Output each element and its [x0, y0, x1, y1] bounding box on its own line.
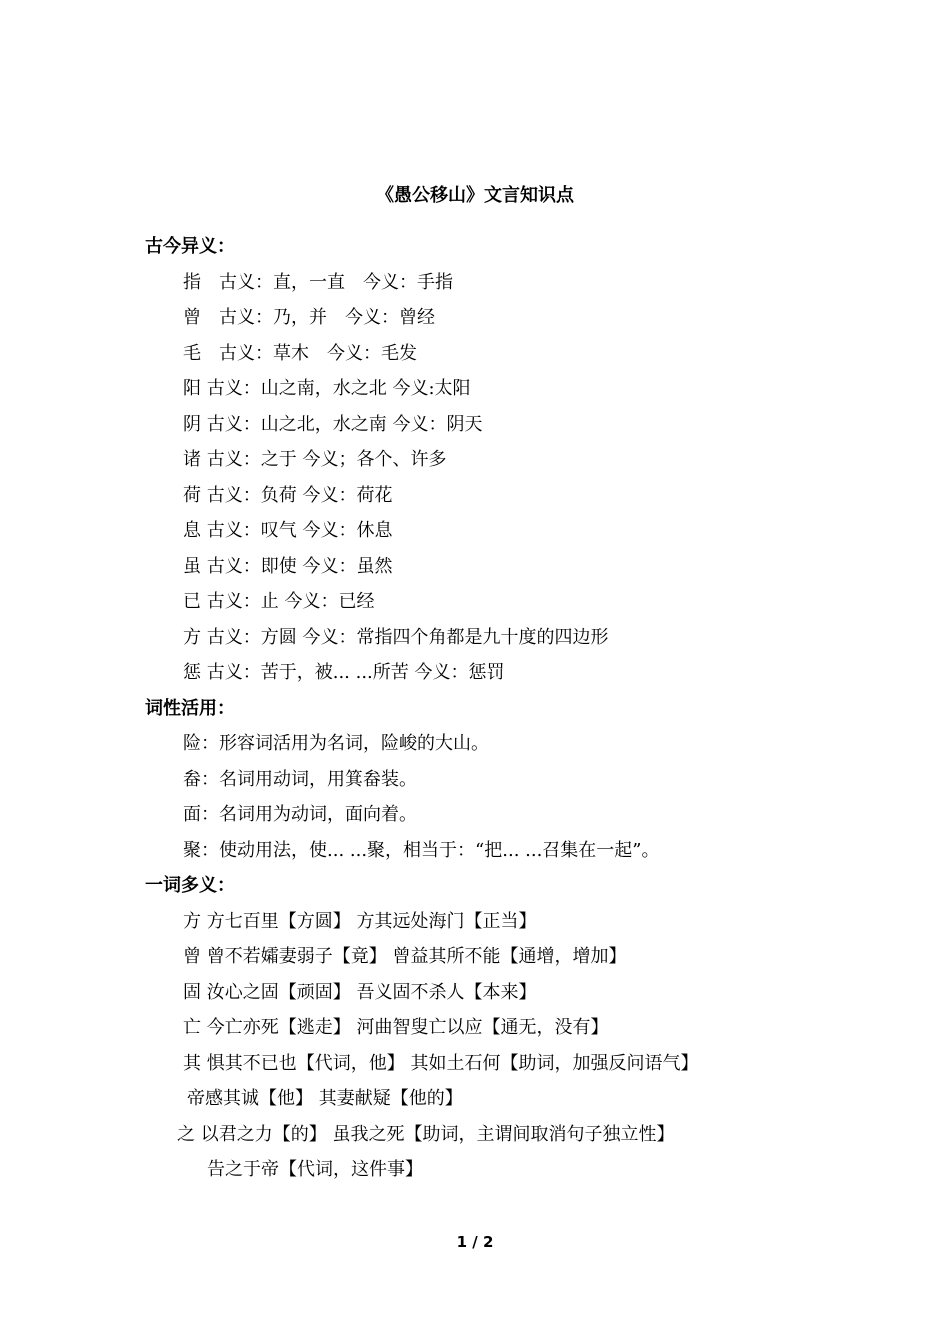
page-number: 1 / 2: [456, 1233, 494, 1251]
list-item: 面：名词用为动词，面向着。: [183, 804, 417, 825]
list-item: 已 古义：止 今义：已经: [183, 591, 375, 612]
document-body: [145, 229, 905, 1188]
list-item: 指 古义：直，一直 今义：手指: [183, 271, 453, 293]
list-item: 毛 古义：草木 今义：毛发: [183, 342, 417, 364]
list-item: 虽 古义：即使 今义：虽然: [183, 555, 393, 577]
list-item: 固 汝心之固【顽固】 吾义固不杀人【本来】: [183, 981, 537, 1003]
list-item: 息 古义：叹气 今义：休息: [183, 520, 393, 541]
list-item: 荷 古义：负荷 今义：荷花: [183, 484, 393, 506]
list-item: 畚：名词用动词，用箕畚装。: [183, 768, 417, 790]
list-item: 阳 古义：山之南，水之北 今义:太阳: [183, 378, 471, 399]
list-item: 方 古义：方圆 今义：常指四个角都是九十度的四边形: [183, 626, 609, 648]
list-item: 诸 古义：之于 今义；各个、许多: [183, 449, 447, 470]
list-item: 曾 曾不若孀妻弱子【竟】 曾益其所不能【通增，增加】: [183, 946, 627, 967]
list-item: 帝感其诚【他】 其妻献疑【他的】: [187, 1088, 463, 1109]
list-item: 其 惧其不已也【代词，他】 其如土石何【助词，加强反问语气】: [183, 1052, 699, 1074]
list-item: 方 方七百里【方圆】 方其远处海门【正当】: [183, 910, 537, 932]
list-item: 亡 今亡亦死【逃走】 河曲智叟亡以应【通无，没有】: [183, 1017, 609, 1038]
list-item: 告之于帝【代词，这件事】: [207, 1159, 423, 1180]
page-title: 《愚公移山》文言知识点: [376, 185, 574, 206]
list-item: 险：形容词活用为名词，险峻的大山。: [183, 733, 489, 754]
list-item: 惩 古义：苦于，被... ...所苦 今义：惩罚: [183, 662, 505, 683]
section-heading-yici: 一词多义：: [145, 875, 235, 896]
list-item: 曾 古义：乃，并 今义：曾经: [183, 307, 435, 328]
list-item: 聚：使动用法，使... ...聚，相当于：“把... ...召集在一起”。: [183, 839, 660, 861]
list-item: 之 以君之力【的】 虽我之死【助词，主谓间取消句子独立性】: [177, 1123, 675, 1145]
section-heading-cixing: 词性活用：: [145, 697, 235, 719]
list-item: 阴 古义：山之北，水之南 今义：阴天: [183, 413, 483, 435]
section-heading-gujin: 古今异义：: [145, 236, 235, 257]
